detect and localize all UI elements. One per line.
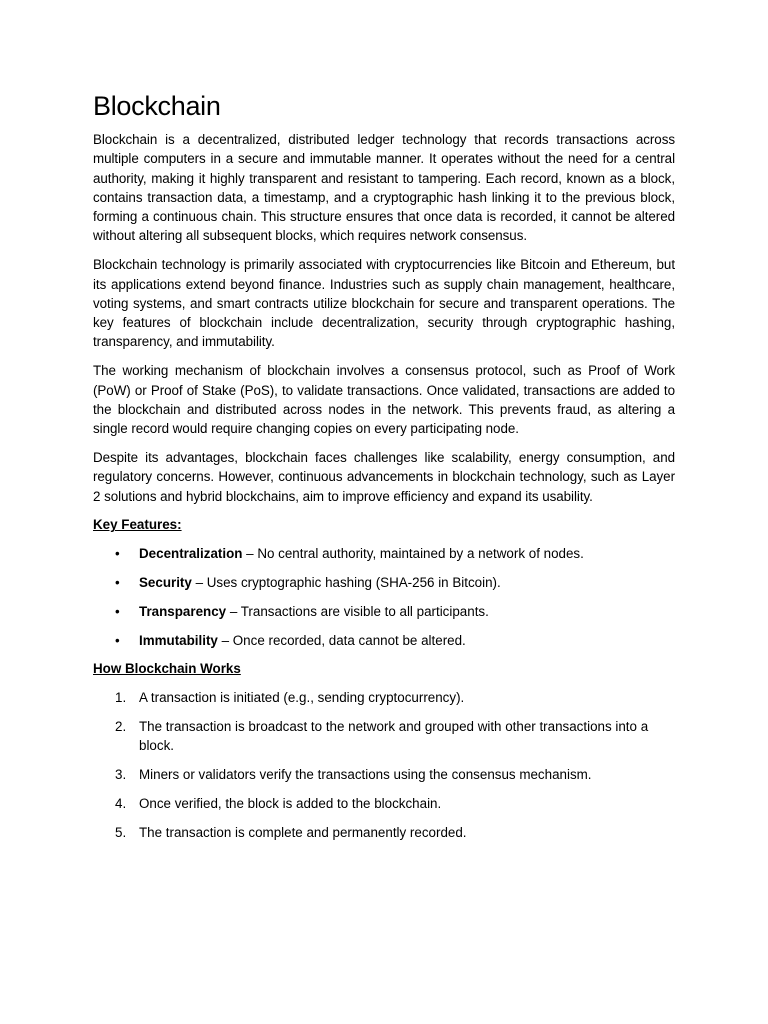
how-it-works-heading: How Blockchain Works bbox=[93, 661, 241, 677]
document-title: Blockchain bbox=[93, 91, 221, 121]
how-it-works-steps bbox=[93, 688, 675, 842]
step-number: 4. bbox=[115, 795, 127, 811]
feature-term: Immutability bbox=[139, 632, 218, 648]
key-features-heading: Key Features: bbox=[93, 517, 182, 533]
feature-description: – Uses cryptographic hashing (SHA-256 in Bitcoin). bbox=[191, 574, 501, 590]
step-text: The transaction is broadcast to the network and grouped with other transactions into a block. bbox=[139, 718, 649, 754]
step-text: Miners or validators verify the transactions using the consensus mechanism. bbox=[139, 767, 592, 783]
list-item bbox=[93, 573, 675, 592]
paragraph-intro: Blockchain is a decentralized, distributed ledger technology that records transactions across multiple computers in a secure and immutable manner. It operates without the need for a central authority, making it highly transparent and resistant to tampering. Each record, known as a block, contains transaction data, a timestamp, and a cryptographic hash linking it to the previous block, forming a continuous chain. This structure ensures that once data is recorded, it cannot be altered without altering all subsequent blocks, which requires network consensus. bbox=[93, 132, 675, 244]
step-text: The transaction is complete and permanently recorded. bbox=[139, 824, 467, 840]
step-text: Once verified, the block is added to the blockchain. bbox=[139, 795, 442, 811]
bullet-icon: • bbox=[115, 574, 120, 590]
key-features-list bbox=[93, 544, 675, 650]
paragraph-applications: Blockchain technology is primarily associated with cryptocurrencies like Bitcoin and Ethereum, but its applications extend beyond finance. Industries such as supply chain management, healthcare, voting systems, and smart contracts utilize blockchain for secure and transparent operations. The key features of blockchain include decentralization, security through cryptographic hashing, transparency, and immutability. bbox=[93, 257, 675, 350]
feature-term: Decentralization bbox=[139, 546, 243, 562]
step-number: 2. bbox=[115, 718, 127, 734]
list-item bbox=[93, 602, 675, 621]
step-number: 5. bbox=[115, 824, 127, 840]
list-item bbox=[93, 765, 675, 784]
list-item bbox=[93, 794, 675, 813]
bullet-icon: • bbox=[115, 603, 120, 619]
paragraph-mechanism: The working mechanism of blockchain involves a consensus protocol, such as Proof of Work (PoW) or Proof of Stake (PoS), to validate transactions. Once validated, transactions are added to the blockchain and distributed across nodes in the network. This prevents fraud, as altering a single record would require changing copies on every participating node. bbox=[93, 363, 675, 437]
feature-description: – Once recorded, data cannot be altered. bbox=[217, 632, 466, 648]
list-item bbox=[93, 544, 675, 563]
step-number: 3. bbox=[115, 767, 127, 783]
feature-description: – No central authority, maintained by a network of nodes. bbox=[242, 546, 584, 562]
step-number: 1. bbox=[115, 690, 127, 706]
feature-term: Security bbox=[139, 574, 192, 590]
list-item bbox=[93, 823, 675, 842]
list-item bbox=[93, 688, 675, 707]
feature-term: Transparency bbox=[139, 603, 227, 619]
list-item bbox=[93, 631, 675, 650]
paragraph-challenges: Despite its advantages, blockchain faces challenges like scalability, energy consumption, and regulatory concerns. However, continuous advancements in blockchain technology, such as Layer 2 solutions and hybrid blockchains, aim to improve efficiency and expand its usability. bbox=[93, 449, 675, 504]
bullet-icon: • bbox=[115, 632, 120, 648]
document-page bbox=[93, 88, 675, 851]
bullet-icon: • bbox=[115, 546, 120, 562]
step-text: A transaction is initiated (e.g., sending cryptocurrency). bbox=[139, 690, 465, 706]
feature-description: – Transactions are visible to all participants. bbox=[226, 603, 489, 619]
list-item bbox=[93, 717, 675, 756]
